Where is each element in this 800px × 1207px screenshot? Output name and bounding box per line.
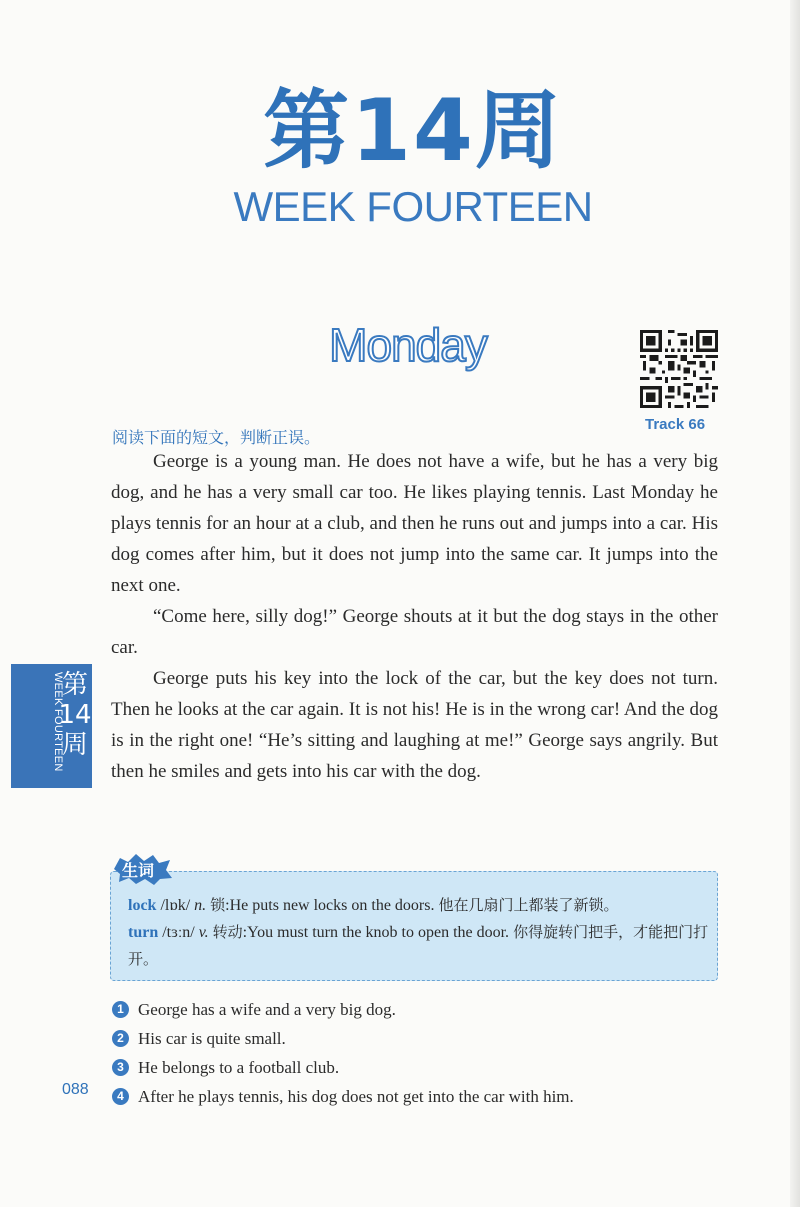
vocab-example-en: He puts new locks on the doors. bbox=[229, 897, 435, 914]
vocab-phonetic: /lɒk/ bbox=[160, 897, 191, 914]
week-side-tab bbox=[11, 664, 92, 788]
vocab-phonetic: /tɜːn/ bbox=[162, 924, 195, 941]
passage-paragraph: George puts his key into the lock of the car, but the key does not turn. Then he looks at the car again. It is not his! He is in the wrong car! And the dog is in the right one! “He’s sitting and laughing at me!” George says angrily. But then he smiles and gets into his car with the dog. bbox=[111, 668, 718, 782]
vocab-word: lock bbox=[128, 897, 157, 914]
vocab-box bbox=[110, 871, 718, 981]
vocab-pos: n. bbox=[194, 897, 207, 914]
question-number-badge: 2 bbox=[112, 1030, 129, 1047]
page-number: 088 bbox=[62, 1081, 89, 1098]
question-item bbox=[112, 1024, 732, 1053]
vocab-meaning: 锁 bbox=[210, 896, 226, 914]
question-text: After he plays tennis, his dog does not get into the car with him. bbox=[138, 1087, 574, 1106]
question-item bbox=[112, 995, 732, 1024]
vocab-example-cn: 你得旋转门把手，才能把门打开。 bbox=[128, 923, 709, 968]
side-tab-cn-line: 14 bbox=[58, 700, 92, 730]
track-label: Track 66 bbox=[645, 416, 706, 433]
question-item bbox=[112, 1053, 732, 1082]
passage-paragraph: “Come here, silly dog!” George shouts at it but the dog stays in the other car. bbox=[111, 606, 718, 658]
question-item bbox=[112, 1082, 732, 1111]
question-list bbox=[112, 995, 732, 1111]
reading-passage bbox=[111, 446, 718, 787]
day-heading: Monday bbox=[329, 319, 487, 371]
side-tab-cn bbox=[57, 670, 92, 760]
vocab-item-turn: turn /tɜːn/ v. 转动:You must turn the knob to open the door. 你得旋转门把手，才能把门打开。 bbox=[128, 923, 709, 968]
question-text: He belongs to a football club. bbox=[138, 1058, 340, 1077]
vocab-list bbox=[128, 892, 712, 973]
passage-paragraph: George is a young man. He does not have a wife, but he has a very big dog, and he has a very small car too. He likes playing tennis. Last Monday he plays tennis for an hour at a club, and then he runs out and jumps into a car. His dog comes after him, but it does not jump into the same car. It jumps into the next one. bbox=[111, 451, 718, 596]
week-title-cn: 第14周 bbox=[263, 81, 563, 181]
question-number-badge: 4 bbox=[112, 1088, 129, 1105]
side-tab-cn-line: 周 bbox=[61, 730, 88, 760]
vocab-word: turn bbox=[128, 924, 159, 941]
side-tab-en: WEEK FOURTEEN bbox=[52, 672, 64, 772]
vocab-meaning: 转动 bbox=[212, 923, 243, 941]
instruction-text: 阅读下面的短文，判断正误。 bbox=[112, 428, 321, 447]
vocab-example-cn: 他在几扇门上都装了新锁。 bbox=[438, 896, 619, 914]
vocab-item-lock: lock /lɒk/ n. 锁:He puts new locks on the doors. 他在几扇门上都装了新锁。 bbox=[128, 896, 619, 914]
vocab-badge-label: 生词 bbox=[122, 861, 155, 880]
vocab-example-en: You must turn the knob to open the door. bbox=[247, 924, 510, 941]
side-tab-cn-line: 第 bbox=[61, 670, 88, 700]
qr-code-icon[interactable] bbox=[640, 330, 718, 408]
question-text: George has a wife and a very big dog. bbox=[138, 1000, 396, 1019]
vocab-badge bbox=[110, 852, 174, 886]
question-number-badge: 3 bbox=[112, 1059, 129, 1076]
question-text: His car is quite small. bbox=[138, 1029, 286, 1048]
question-number-badge: 1 bbox=[112, 1001, 129, 1018]
vocab-pos: v. bbox=[198, 924, 209, 941]
week-title-en: WEEK FOURTEEN bbox=[233, 183, 593, 230]
page-edge-shadow bbox=[790, 0, 800, 1207]
